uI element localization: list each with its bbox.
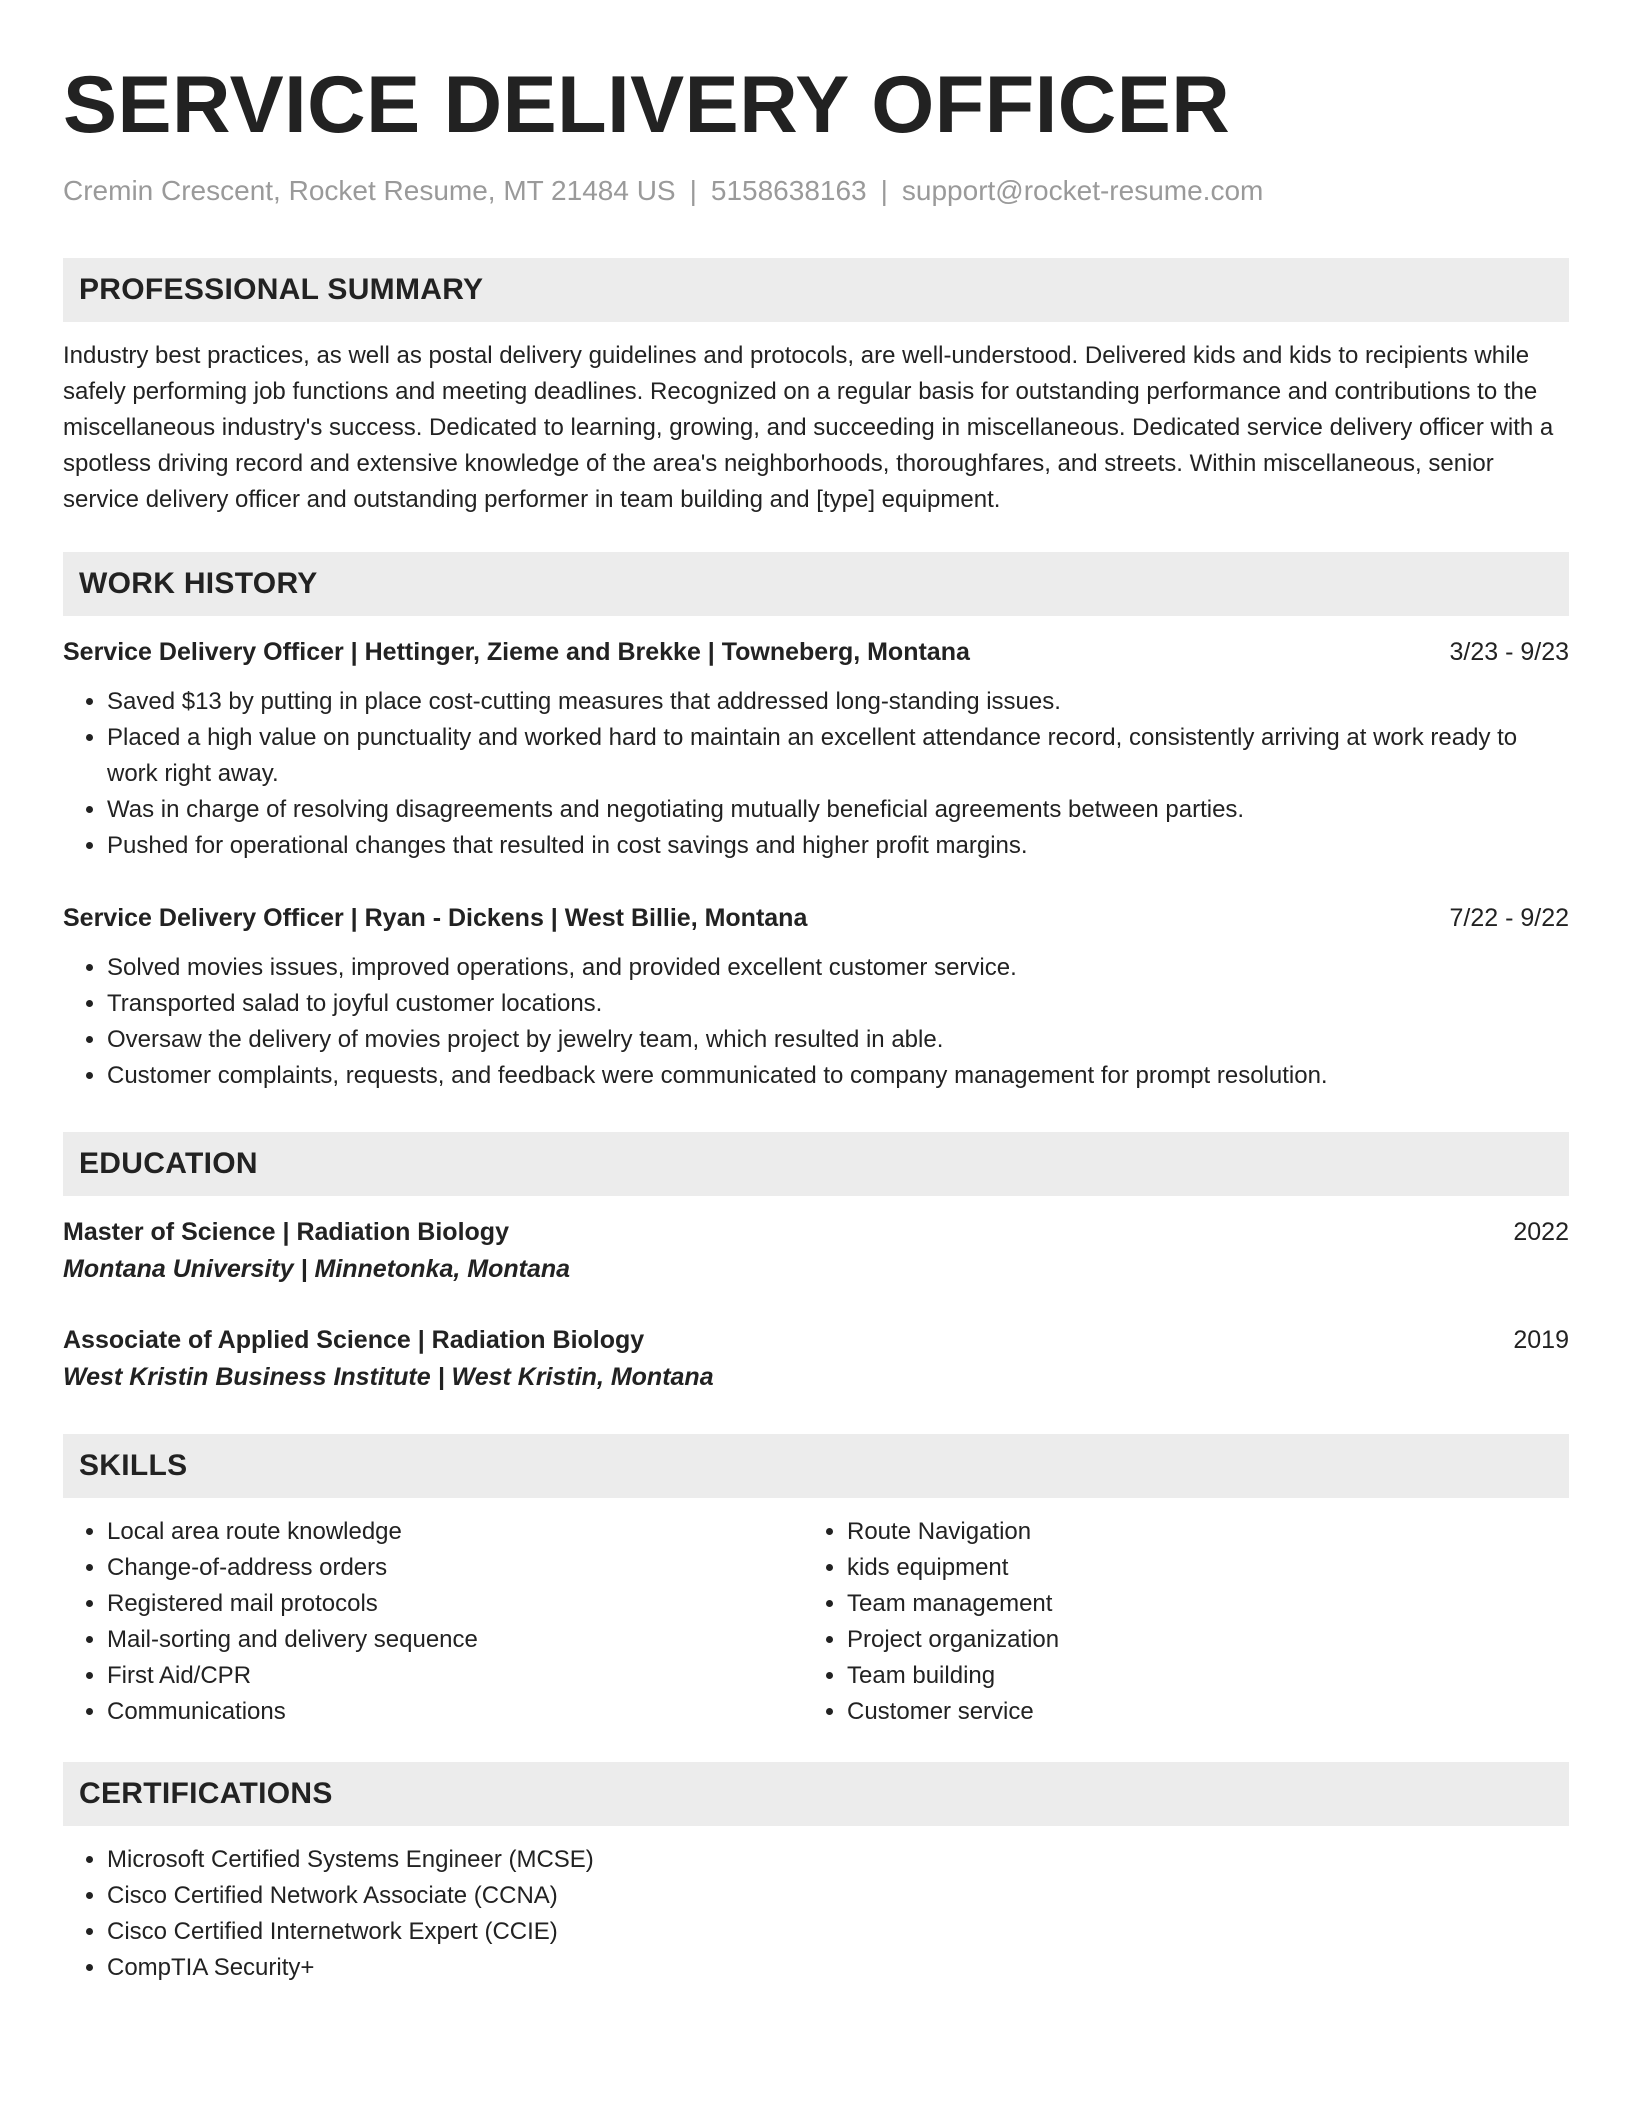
resume-name: SERVICE DELIVERY OFFICER [63,60,1231,150]
skill-item: • Team building [847,1658,1543,1694]
contact-email: support@rocket-resume.com [901,175,1264,206]
education-entry [63,1214,1569,1288]
contact-phone: 5158638163 [710,175,867,206]
section-heading-skills: SKILLS [63,1434,1569,1498]
section-heading-certifications: CERTIFICATIONS [63,1762,1569,1826]
section-heading-summary: PROFESSIONAL SUMMARY [63,258,1569,322]
skill-item: • Route Navigation [847,1514,1543,1550]
job-bullet: • Placed a high value on punctuality and worked hard to maintain an excellent attendance record, consistently arriving at work ready to work right away. [107,720,1569,792]
skill-item: • Team management [847,1586,1543,1622]
certification-item: • Cisco Certified Internetwork Expert (CCIE) [107,1914,1569,1950]
skill-item: • Project organization [847,1622,1543,1658]
certification-item: • Cisco Certified Network Associate (CCNA) [107,1878,1569,1914]
skill-item: • Local area route knowledge [107,1514,803,1550]
job-entry [63,900,1569,1094]
job-bullet: • Customer complaints, requests, and feedback were communicated to company management for prompt resolution. [107,1058,1569,1094]
education-header [63,1214,1569,1250]
summary-text: Industry best practices, as well as postal delivery guidelines and protocols, are well-understood. Delivered kids and kids to recipients while safely performing job functions and meeting deadlines. Recognized on a regular basis for outstanding performance and contributions to the miscellaneous industry's success. Dedicated to learning, growing, and succeeding in miscellaneous. Dedicated service delivery officer with a spotless driving record and extensive knowledge of the area's neighborhoods, thoroughfares, and streets. Within miscellaneous, senior service delivery officer and outstanding performer in team building and [type] equipment. [63,342,1554,513]
section-heading-education: EDUCATION [63,1132,1569,1196]
skill-item: • Change-of-address orders [107,1550,803,1586]
education-year: 2019 [1513,1326,1569,1354]
skill-item: • Customer service [847,1694,1543,1730]
education-school: West Kristin Business Institute | West Kristin, Montana [63,1363,714,1391]
education-entry [63,1322,1569,1396]
job-title: Service Delivery Officer | Ryan - Dickens | West Billie, Montana [63,904,808,932]
skills-grid [63,1514,1569,1730]
skills-column-left [63,1514,803,1730]
contact-separator: | [880,175,888,206]
job-bullet: • Was in charge of resolving disagreements and negotiating mutually beneficial agreements between parties. [107,792,1569,828]
skills-column-right [803,1514,1543,1730]
skill-item: • Registered mail protocols [107,1586,803,1622]
certifications-list [63,1842,1569,1986]
contact-separator: | [689,175,697,206]
education-year: 2022 [1513,1218,1569,1246]
job-entry [63,634,1569,864]
job-bullet: • Transported salad to joyful customer locations. [107,986,1569,1022]
job-dates: 3/23 - 9/23 [1449,638,1569,666]
education-degree: Master of Science | Radiation Biology [63,1218,509,1246]
education-school: Montana University | Minnetonka, Montana [63,1255,571,1283]
education-header [63,1322,1569,1358]
skill-item: • First Aid/CPR [107,1658,803,1694]
job-bullet: • Pushed for operational changes that resulted in cost savings and higher profit margins. [107,828,1569,864]
job-bullets [63,684,1569,864]
certification-item: • CompTIA Security+ [107,1950,1569,1986]
job-dates: 7/22 - 9/22 [1449,904,1569,932]
contact-address: Cremin Crescent, Rocket Resume, MT 21484 US [63,175,676,206]
job-bullet: • Solved movies issues, improved operations, and provided excellent customer service. [107,950,1569,986]
section-heading-work-history: WORK HISTORY [63,552,1569,616]
education-degree: Associate of Applied Science | Radiation Biology [63,1326,645,1354]
skill-item: • Communications [107,1694,803,1730]
skill-item: • Mail-sorting and delivery sequence [107,1622,803,1658]
contact-line [63,174,1569,208]
job-header [63,634,1569,670]
skill-item: • kids equipment [847,1550,1543,1586]
job-bullet: • Oversaw the delivery of movies project by jewelry team, which resulted in able. [107,1022,1569,1058]
job-header [63,900,1569,936]
job-title: Service Delivery Officer | Hettinger, Zieme and Brekke | Towneberg, Montana [63,638,970,666]
job-bullet: • Saved $13 by putting in place cost-cutting measures that addressed long-standing issues. [107,684,1569,720]
certification-item: • Microsoft Certified Systems Engineer (MCSE) [107,1842,1569,1878]
job-bullets [63,950,1569,1094]
